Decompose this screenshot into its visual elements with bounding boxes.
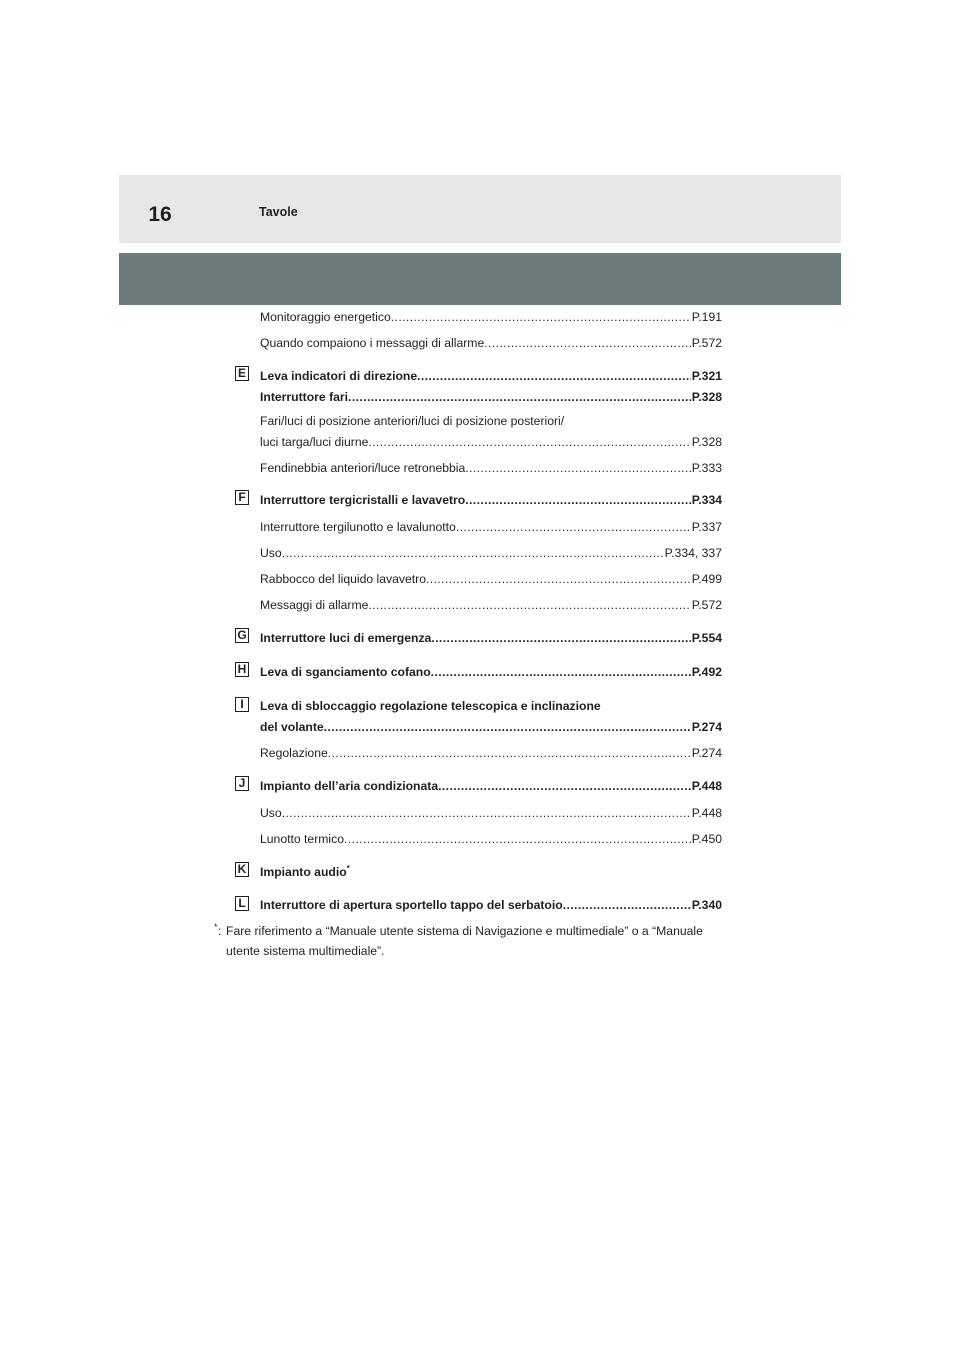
entry-label: Interruttore tergicristalli e lavavetro	[260, 493, 466, 507]
entry-page[interactable]: P.450	[691, 832, 722, 846]
entry-page[interactable]: P.328	[691, 390, 722, 404]
entry-page[interactable]: P.274	[691, 746, 722, 760]
entry-page[interactable]: P.492	[691, 665, 722, 679]
footnote	[214, 921, 734, 961]
section-tag-j: J	[235, 776, 249, 791]
entry-label: Rabbocco del liquido lavavetro	[260, 572, 426, 586]
entry-label-line1: Fari/luci di posizione anteriori/luci di posizione posteriori/	[260, 414, 565, 428]
toc-entry[interactable]	[260, 570, 722, 588]
toc-entry[interactable]	[260, 388, 722, 406]
entry-label-line1: Leva di sbloccaggio regolazione telescopica e inclinazione	[260, 699, 601, 713]
entry-label: Lunotto termico	[260, 832, 345, 846]
toc-entry[interactable]	[260, 777, 722, 795]
entry-page[interactable]: P.572	[691, 336, 722, 350]
entry-label: Quando compaiono i messaggi di allarme	[260, 336, 485, 350]
entry-label: Impianto dell’aria condizionata	[260, 779, 439, 793]
entry-label: Leva indicatori di direzione	[260, 369, 418, 383]
entry-page[interactable]: P.274	[691, 720, 722, 734]
entry-label: Regolazione	[260, 746, 328, 760]
entry-label: Leva di sganciamento cofano	[260, 665, 431, 679]
section-tag-k: K	[235, 862, 249, 877]
toc-entry[interactable]	[260, 718, 722, 736]
entry-label: Interruttore luci di emergenza	[260, 631, 432, 645]
section-tag-e: E	[235, 366, 249, 381]
entry-page[interactable]: P.337	[691, 520, 722, 534]
section-tag-g: G	[235, 628, 249, 643]
entry-page[interactable]: P.340	[691, 898, 722, 912]
footnote-text: Fare riferimento a “Manuale utente sistema di Navigazione e multimediale” o a “Manuale utente sistema multimediale”.	[226, 924, 703, 958]
entry-page[interactable]: P.334, 337	[664, 546, 722, 560]
section-banner	[119, 253, 841, 305]
entry-page[interactable]: P.191	[691, 310, 722, 324]
toc-entry[interactable]	[260, 663, 722, 681]
toc-entry[interactable]	[260, 830, 722, 848]
entry-page[interactable]: P.334	[691, 493, 722, 507]
section-title: Tavole	[259, 205, 298, 219]
toc-entry[interactable]	[260, 308, 722, 326]
entry-page[interactable]: P.554	[691, 631, 722, 645]
toc-entry[interactable]	[260, 896, 722, 914]
section-tag-f: F	[235, 490, 249, 505]
toc-entry[interactable]	[260, 433, 722, 451]
toc-entry[interactable]	[260, 596, 722, 614]
header-band	[119, 175, 841, 243]
entry-label: Interruttore fari	[260, 390, 349, 404]
entry-label: Fendinebbia anteriori/luce retronebbia	[260, 461, 466, 475]
entry-page[interactable]: P.321	[691, 369, 722, 383]
toc-entry[interactable]	[260, 367, 722, 385]
entry-label: Monitoraggio energetico	[260, 310, 391, 324]
entry-label: del volante	[260, 720, 324, 734]
toc-entry[interactable]	[260, 804, 722, 822]
toc-entry[interactable]	[260, 544, 722, 562]
footnote-marker: *	[346, 863, 350, 873]
entry-page[interactable]: P.448	[691, 806, 722, 820]
entry-page[interactable]: P.333	[691, 461, 722, 475]
toc-entry[interactable]	[260, 459, 722, 477]
entry-label: Messaggi di allarme	[260, 598, 369, 612]
toc-entry[interactable]	[260, 334, 722, 352]
entry-page[interactable]: P.499	[691, 572, 722, 586]
section-tag-i: I	[235, 697, 249, 712]
entry-label: Uso	[260, 806, 282, 820]
entry-label: Impianto audio	[260, 865, 347, 879]
entry-label: Uso	[260, 546, 282, 560]
section-tag-l: L	[235, 896, 249, 911]
toc-entry[interactable]	[260, 491, 722, 509]
entry-page[interactable]: P.328	[691, 435, 722, 449]
footnote-mark: *	[214, 922, 218, 932]
entry-page[interactable]: P.448	[691, 779, 722, 793]
entry-label: luci targa/luci diurne	[260, 435, 369, 449]
entry-page[interactable]: P.572	[691, 598, 722, 612]
toc-entry[interactable]	[260, 863, 350, 881]
page-number: 16	[148, 203, 172, 226]
footnote-colon: :	[218, 924, 222, 938]
toc-entry[interactable]	[260, 744, 722, 762]
toc-entry[interactable]	[260, 629, 722, 647]
entry-label: Interruttore di apertura sportello tappo del serbatoio	[260, 898, 563, 912]
entry-label: Interruttore tergilunotto e lavalunotto	[260, 520, 456, 534]
section-tag-h: H	[235, 662, 249, 677]
toc-entry[interactable]	[260, 518, 722, 536]
